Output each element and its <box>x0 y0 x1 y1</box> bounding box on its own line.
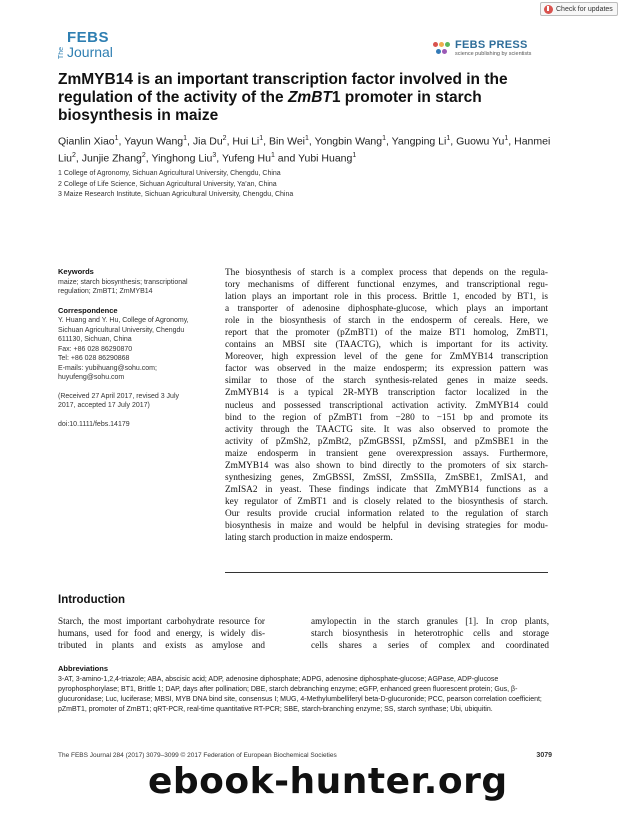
abstract-line: role in the biosynthesis of starch in the endosperm of cereals. Here, we <box>225 316 548 327</box>
abstract-line: a transporter of adenosine diphosphate-glucose, which plays an important <box>225 304 548 315</box>
title-italic: ZmBT <box>287 89 332 106</box>
abstract-line: Moreover, high expression level of the gene for ZmMYB14 transcription <box>225 352 548 363</box>
article-sidebar <box>58 267 206 438</box>
introduction-line: humans, used for food and energy, is widely dis- <box>58 628 265 638</box>
affiliation-line: 2 College of Life Science, Sichuan Agricultural University, Ya’an, China <box>58 180 277 188</box>
author-affiliation-mark: 1 <box>259 135 264 142</box>
abstract-line: biosynthesis in maize and would be helpful in devising strategies for modu- <box>225 520 548 531</box>
abstract-line: factor was observed in the maize endosperm; its expression pattern was <box>225 364 548 375</box>
author-name: Yongbin Wang <box>314 135 383 148</box>
abstract-line: synthesizing genes, ZmGBSSI, ZmSSI, ZmSSIIa, ZmSBE1, ZmISA1, and <box>225 472 548 483</box>
abstract-line: report that the promoter (pZmBT1) of the maize BT1 homolog, ZmBT1, <box>225 328 548 339</box>
press-dot <box>439 42 444 47</box>
keywords-heading: Keywords <box>58 267 94 276</box>
journal-logo-the: The <box>58 46 65 59</box>
press-dot <box>436 49 441 54</box>
febs-press-tagline: science publishing by scientists <box>455 50 532 57</box>
abbreviations-box <box>58 664 552 715</box>
author-name: Bin Wei <box>269 135 306 148</box>
correspondence-line: Fax: +86 028 86290870 <box>58 345 133 353</box>
author-affiliation-mark: 1 <box>504 135 509 142</box>
febs-press-dots-icon <box>433 42 451 56</box>
introduction-line: tributed in plants and exists as amylose and <box>58 640 265 650</box>
abstract-line: tory mechanisms of different functional enzymes, and transcriptional regu- <box>225 280 548 291</box>
journal-logo-journal: Journal <box>67 44 113 60</box>
correspondence-line: Y. Huang and Y. Hu, College of Agronomy, <box>58 317 189 324</box>
introduction-left-column <box>58 615 265 651</box>
abstract-line: bind to the region of pZmBT1 from −280 to −151 bp and promote its <box>225 412 548 423</box>
author-name: Yinghong Liu <box>151 152 213 164</box>
abstract-line: lating starch production in maize endosperm. <box>225 533 393 544</box>
abstract-line: ZmMYB14 is a typical 2R-MYB transcription factor localized in the <box>225 388 548 399</box>
footer-citation: The FEBS Journal 284 (2017) 3079–3099 © 2017 Federation of European Biochemical Societies <box>58 752 337 759</box>
press-dot <box>433 42 438 47</box>
febs-press-logo <box>433 40 531 57</box>
author-affiliation-mark: 1 <box>352 151 357 159</box>
abstract-divider <box>225 572 548 573</box>
journal-logo-febs: FEBS <box>67 29 110 46</box>
correspondence-line: Sichuan Agricultural University, Chengdu <box>58 326 185 334</box>
author-name: Yufeng Hu <box>221 152 271 164</box>
author-affiliation-mark: 1 <box>114 135 119 142</box>
abbreviations-text: 3-AT, 3-amino-1,2,4-triazole; ABA, abscisic acid; ADP, adenosine diphosphate; ADPG, adenosine diphosphate-glucose; AGPase, ADP-glucose pyrophosphorylase; BT1, Brittle 1; DAP, days after pollination; DBE, starch debranching enzyme; eGFP, enhanced green fluorescent protein; Gus, β-glucuronidase; Luc, luciferase; MBSI, MYB DNA bind site, consensus I; MUG, 4-Methylumbelliferyl beta-D-glucuronide; PCC, pearson correlation coefficient; pZmBT1, promoter of ZmBT1; qRT-PCR, real-time quantitative RT-PCR; SBE, starch-branching enzyme; SS, starch synthase; Ubi, ubiquitin. <box>58 676 542 713</box>
update-icon <box>544 5 553 14</box>
author-affiliation-mark: 1 <box>183 135 188 142</box>
received-dates <box>58 392 206 411</box>
author-affiliation-mark: 1 <box>382 135 387 142</box>
introduction-heading: Introduction <box>58 594 126 606</box>
author-name: Yubi Huang <box>298 152 353 164</box>
abstract-line: Our results provide crucial information related to the regulation of starch <box>225 508 548 519</box>
press-dot <box>442 49 447 54</box>
title-part-2: 1 promoter in starch biosynthesis in maize <box>58 89 482 124</box>
abstract-line: nucleus and possessed transcriptional activation activity. ZmMYB14 could <box>225 400 548 411</box>
author-name: Jia Du <box>192 135 223 148</box>
correspondence-line: E-mails: yubihuang@sohu.com; <box>58 364 157 372</box>
introduction-line: Starch, the most important carbohydrate resource for <box>58 616 265 626</box>
author-affiliation-mark: 2 <box>141 151 146 159</box>
author-list: Qianlin Xiao$^1$, Yayun Wang$^1$, Jia Du$^2$, Hui Li$^1$, Bin Wei$^1$, Yongbin Wang$^1$, Yangping Li$^1$, Guowu Yu$^1$, Hanmei Liu$^2$, Junjie Zhang$^2$, Yinghong Liu$^3$, Yufeng Hu$^1$ and Yubi Huang$^1$ <box>58 135 551 164</box>
affiliation-line: 1 College of Agronomy, Sichuan Agricultural University, Chengdu, China <box>58 170 281 177</box>
author-affiliation-mark: 3 <box>212 151 217 159</box>
correspondence-text <box>58 316 206 383</box>
author-affiliation-mark: 1 <box>305 135 309 142</box>
abstract-line: activity of pZmSh2, pZmBt2, pZmGBSSI, pZmSSI, and pZmSBE1 in the <box>225 436 548 447</box>
author-name: Hui Li <box>232 135 260 148</box>
abstract-line: The biosynthesis of starch is a complex process that depends on the regula- <box>225 268 548 278</box>
affiliations <box>58 169 293 201</box>
introduction-line: cells shares a series of complex and coordinated <box>311 640 549 650</box>
check-for-updates-button[interactable] <box>540 2 618 16</box>
check-for-updates-label: Check for updates <box>556 5 613 13</box>
author-affiliation-mark: 2 <box>72 151 76 159</box>
title-part-1: ZmMYB14 is an important transcription factor involved in the regulation of the activity of the <box>58 71 508 106</box>
abstract-line: lation plays an important role in this process. Brittle 1, encoded by BT1, is <box>225 292 548 303</box>
abstract-line: contains an MBSI site (TAACTG), which is important for its activity. <box>225 340 548 351</box>
abbreviations-heading: Abbreviations <box>58 664 109 673</box>
author-name: Hanmei Liu <box>58 135 551 164</box>
abstract-line: key regulator of ZmBT1 and is closely related to the biosynthesis of starch. <box>225 496 548 507</box>
author-affiliation-mark: 1 <box>446 135 451 142</box>
abstract-line: ZmISA2 in yeast. These findings indicate that ZmMYB14 functions as a <box>225 484 548 495</box>
abstract-line: activity through the TAACTG site. It was also observed to promote the <box>225 424 548 435</box>
febs-press-name: FEBS PRESS <box>455 39 528 51</box>
introduction-line: amylopectin in the starch granules [1]. In crop plants, <box>311 616 549 626</box>
febs-journal-logo <box>58 30 113 59</box>
abstract <box>225 267 548 544</box>
correspondence-line: huyufeng@sohu.com <box>58 374 125 381</box>
author-affiliation-mark: 1 <box>270 151 275 159</box>
keywords-text: maize; starch biosynthesis; transcriptional regulation; ZmBT1; ZmMYB14 <box>58 278 188 295</box>
correspondence-heading: Correspondence <box>58 305 118 315</box>
introduction-line: starch biosynthesis in heterotrophic cells and storage <box>311 628 549 638</box>
abstract-line: similar to those of the starch synthesis-related genes in maize seeds. <box>225 376 548 387</box>
abstract-line: maize endosperm in transient gene overexpression assays. Furthermore, <box>225 448 548 459</box>
author-affiliation-mark: 2 <box>222 135 227 142</box>
author-name: Yayun Wang <box>124 135 184 148</box>
author-name: Qianlin Xiao <box>58 135 115 148</box>
watermark: ebook-hunter.org <box>148 761 508 802</box>
doi: doi:10.1111/febs.14179 <box>58 420 130 428</box>
received-line: (Received 27 April 2017, revised 3 July <box>58 392 180 400</box>
correspondence-line: 611130, Sichuan, China <box>58 336 132 343</box>
author-name: Yangping Li <box>391 135 447 148</box>
author-name: Junjie Zhang <box>81 152 142 164</box>
author-name: Guowu Yu <box>456 135 505 148</box>
article-title <box>58 71 558 125</box>
press-dot <box>445 42 450 47</box>
correspondence-line: Tel: +86 028 86290868 <box>58 355 130 362</box>
introduction-right-column <box>311 615 549 651</box>
page-number: 3079 <box>536 752 552 759</box>
affiliation-line: 3 Maize Research Institute, Sichuan Agricultural University, Chengdu, China <box>58 191 294 198</box>
abstract-line: ZmMYB14 was also shown to bind directly to the promoters of six starch- <box>225 460 548 471</box>
received-line: 2017, accepted 17 July 2017) <box>58 402 150 409</box>
page-footer <box>58 752 552 759</box>
